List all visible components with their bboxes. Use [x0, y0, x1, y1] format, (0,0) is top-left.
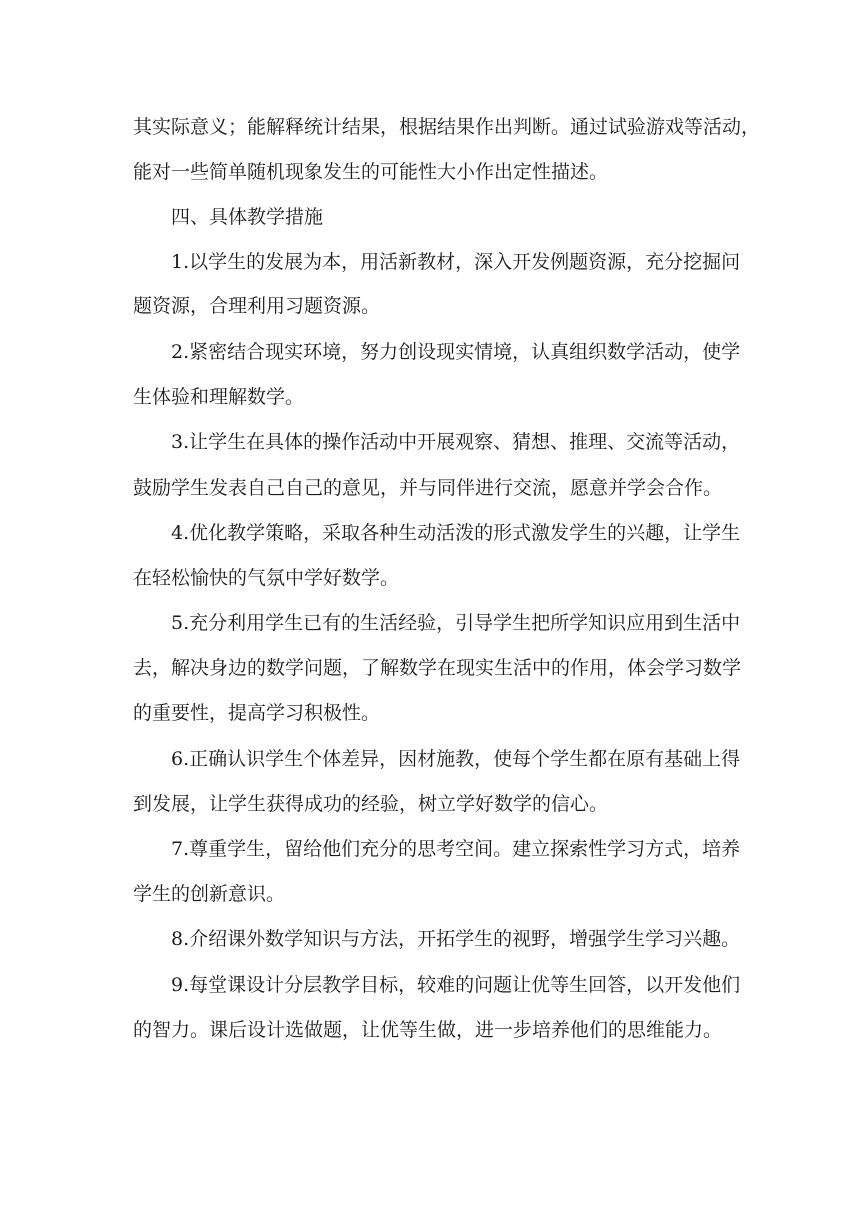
list-item-line: 5.充分利用学生已有的生活经验，引导学生把所学知识应用到生活中 [171, 612, 741, 634]
list-item-line: 3.让学生在具体的操作活动中开展观察、猜想、推理、交流等活动， [171, 431, 741, 453]
text-line: 的智力。课后设计选做题，让优等生做，进一步培养他们的思维能力。 [133, 1019, 723, 1041]
text-line: 生体验和理解数学。 [133, 386, 305, 408]
text-line: 鼓励学生发表自己自己的意见，并与同伴进行交流，愿意并学会合作。 [133, 477, 723, 499]
list-item-line: 9.每堂课设计分层教学目标，较难的问题让优等生回答，以开发他们 [171, 974, 741, 996]
text-line: 学生的创新意识。 [133, 883, 286, 905]
list-item-line: 1.以学生的发展为本，用活新教材，深入开发例题资源，充分挖掘问 [171, 251, 741, 273]
list-item-line: 8.介绍课外数学知识与方法，开拓学生的视野，增强学生学习兴趣。 [171, 928, 741, 950]
text-line: 能对一些简单随机现象发生的可能性大小作出定性描述。 [133, 161, 609, 183]
list-item-line: 7.尊重学生，留给他们充分的思考空间。建立探索性学习方式，培养 [171, 838, 741, 860]
text-line: 的重要性，提高学习积极性。 [133, 702, 381, 724]
list-item-line: 6.正确认识学生个体差异，因材施教，使每个学生都在原有基础上得 [171, 748, 741, 770]
list-item-line: 2.紧密结合现实环境，努力创设现实情境，认真组织数学活动，使学 [171, 341, 741, 363]
text-line: 在轻松愉快的气氛中学好数学。 [133, 567, 400, 589]
list-item-line: 4.优化教学策略，采取各种生动活泼的形式激发学生的兴趣，让学生 [171, 522, 741, 544]
text-line: 去，解决身边的数学问题，了解数学在现实生活中的作用，体会学习数学 [133, 657, 742, 679]
text-line: 其实际意义；能解释统计结果，根据结果作出判断。通过试验游戏等活动， [133, 116, 761, 138]
text-line: 题资源，合理利用习题资源。 [133, 295, 381, 317]
text-line: 到发展，让学生获得成功的经验，树立学好数学的信心。 [133, 793, 609, 815]
section-heading: 四、具体教学措施 [171, 206, 324, 228]
